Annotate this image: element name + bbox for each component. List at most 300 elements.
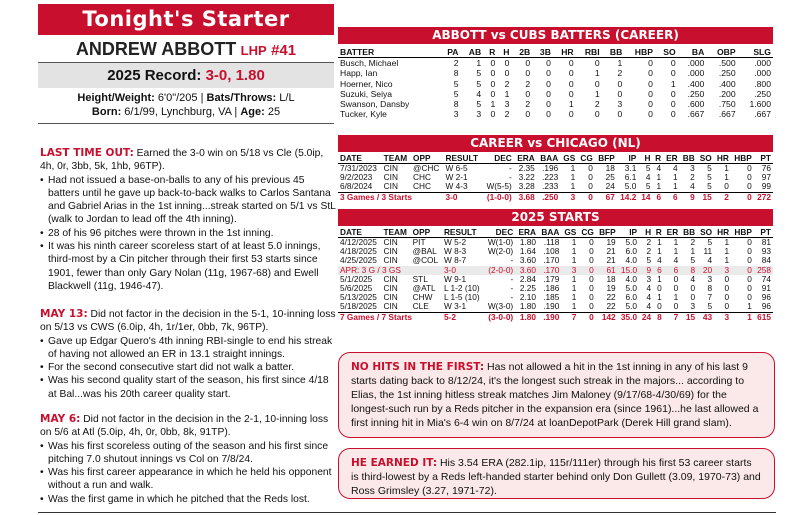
table-cell: 9/2/2023 [340,172,373,183]
note-box-earned-it [338,448,775,499]
column-header: H [639,227,653,238]
table-cell: W 3-1 [443,301,467,312]
table-cell: 3.68 [514,192,537,202]
table-cell: .250 [718,68,736,79]
table-cell: .250 [687,88,705,99]
table-cell: 4 [646,283,652,294]
table-cell: 142 [596,312,618,322]
table-cell: 5 [690,255,696,266]
table-cell: 0 [747,273,752,284]
table-cell: 81 [761,237,771,247]
table-cell: 0 [578,266,595,275]
column-header: DATE [338,227,381,238]
table-cell: 1 [476,58,482,68]
table-cell: 4/25/2025 [340,255,377,266]
column-header: H [638,153,652,164]
table-cell: .108 [543,246,560,257]
table-cell: 0 [546,99,551,110]
box-head: NO HITS IN THE FIRST: [351,361,485,373]
table-cell: 0 [690,283,696,294]
table-cell: 5 [453,78,459,89]
table-cell: 11 [703,246,713,257]
list-item: • Gave up Edgar Quero's 4th inning RBI-single to end his streak of having not allowed an ER in 13.1 straight innings. [40,335,336,362]
table-cell: 0 [747,292,752,303]
table-cell: 0 [568,109,574,120]
table-cell: .667 [687,109,705,120]
table-cell: W 6-5 [445,163,468,173]
note-text: Earned the 3-0 win on 5/18 vs Cle (5.0ip, 4h, 0r, 3bb, 5k, 1hb, 96TP). [40,148,324,173]
column-header: BAA [538,227,561,238]
table-cell: 4 [673,163,678,173]
column-header: ERA [515,227,538,238]
table-cell: .800 [754,78,771,89]
table-cell: 0 [648,109,653,120]
column-header: ER [663,153,680,164]
table-cell: 3.60 [519,255,537,266]
table-cell: 3 [646,273,652,284]
table-cell: 0 [525,88,531,99]
table-cell: 0 [670,58,676,68]
table-cell: CIN [383,163,398,173]
table-cell: .000 [754,58,771,68]
column-header: HBP [731,153,754,164]
note-text: Did not factor in the decision in the 5-1, 10-inning loss on 5/13 vs CWS (6.0ip, 4h, 1r/1er, 0bb, 7k, 96TP). [40,309,336,334]
table-cell: 1 [724,255,730,266]
column-header: IP [617,153,639,164]
table-cell: 0 [578,312,595,322]
column-header: RESULT [442,227,484,238]
table-cell: - [510,273,514,284]
table-cell: 8 [707,283,713,294]
table-cell: 258 [754,266,773,275]
table-cell: 24 [605,181,615,192]
column-header: HR [714,227,731,238]
table-cell: 3 [714,312,731,322]
column-header: OBP [706,47,737,58]
table-cell: Suzuki, Seiya [340,88,393,99]
table-cell: 5.0 [625,301,638,312]
table-cell: 0 [490,109,496,120]
player-name: ANDREW ABBOTT [75,39,237,59]
table-cell: 0 [648,58,653,68]
column-header: HBP [624,47,655,58]
table-row [338,89,773,99]
table-cell: W 5-2 [443,237,467,247]
table-cell: 1 [747,301,752,312]
table-cell: Tucker, Kyle [340,109,387,120]
box-head: HE EARNED IT: [351,457,438,469]
table-cell: 1 [571,237,577,247]
table-cell: 0 [617,109,623,120]
column-header: DEC [484,227,515,238]
table-cell: .250 [537,192,560,202]
table-cell: APR: 3 G / 3 GS [338,266,442,275]
batters-table-title: ABBOTT vs CUBS BATTERS (CAREER) [338,27,773,44]
column-header: 3B [532,47,553,58]
table-cell: 3 [714,266,731,275]
table-cell: - [510,292,514,303]
table-cell: 3 [707,273,713,284]
table-cell: 14.2 [617,192,639,202]
table-cell: .190 [538,312,561,322]
table-cell: 0 [657,301,662,312]
table-cell: 1 [656,172,662,183]
table-cell: 0 [747,246,752,257]
table-cell: 15.0 [618,266,639,275]
column-header: DATE [338,153,382,164]
table-cell: .223 [542,172,559,183]
table-cell: 3.60 [515,266,538,275]
column-header: H [497,47,511,58]
column-header: BB [680,227,697,238]
table-cell: 1 [570,163,576,173]
table-cell: 5 [476,99,482,110]
table-cell: 1 [570,181,576,192]
table-cell: 5 [453,88,459,99]
table-cell: W 8-3 [443,246,467,257]
column-header: HR [553,47,576,58]
table-cell: 8 [453,99,459,110]
column-header: OPP [411,153,443,164]
table-cell: .190 [543,301,560,312]
table-cell: CIN [383,283,398,294]
column-header: RBI [576,47,602,58]
table-cell: 2 [690,172,695,183]
table-cell: 5-2 [442,312,484,322]
table-cell: .000 [687,58,705,68]
table-cell: W(1-0) [487,237,514,247]
column-header: IP [618,227,639,238]
column-header: CG [577,153,595,164]
table-cell: 4 [646,301,652,312]
season-record [38,63,334,88]
column-header: BA [678,47,707,58]
table-cell: 1 [731,312,754,322]
age-value: 25 [267,106,281,118]
table-cell: 0 [490,58,496,68]
starter-card [38,4,334,124]
table-cell: 84 [761,255,771,266]
table-cell: CIN [383,246,398,257]
table-cell: 2 [690,237,696,247]
table-cell: 6.0 [625,292,638,303]
table-cell: L 1-5 (10) [443,292,480,303]
table-cell: 22 [606,301,616,312]
table-cell: Happ, Ian [340,68,378,79]
table-cell: 0 [546,58,551,68]
table-cell: 93 [761,246,771,257]
list-item: • Was his first scoreless outing of the season and his first since pitching 7.0 shutout innings vs Col on 7/8/24. [40,440,336,467]
table-cell: .186 [543,283,560,294]
table-cell: PIT [412,237,426,247]
table-cell: 6.0 [625,246,638,257]
table-cell: W(2-0) [487,246,514,257]
table-cell: .250 [754,88,771,99]
chicago-table [338,153,773,202]
table-cell: 20 [697,266,714,275]
table-cell: 0 [724,181,729,192]
hw-label: Height/Weight: [77,92,155,104]
column-header: BB [680,153,697,164]
table-cell: 21 [606,255,616,266]
table-cell: 0 [589,301,594,312]
column-header: RESULT [443,153,482,164]
table-cell: 1 [724,246,730,257]
table-cell: 4 [645,172,651,183]
table-cell: 5 [707,181,712,192]
table-cell: 0 [617,78,623,89]
table-cell: 0 [731,192,754,202]
table-cell: .500 [718,58,736,68]
list-item: • Was his second quality start of the season, his first since 4/18 at Bal...was his 20th career quality start. [40,374,336,401]
table-cell: 1 [670,78,676,89]
table-cell: W 9-1 [443,273,467,284]
table-cell: 1 [673,246,679,257]
table-cell: 1 [690,246,696,257]
table-cell: 0 [657,283,662,294]
bt-label: Bats/Throws: [206,92,277,104]
table-cell: 5 [646,255,652,266]
table-cell: W(3-0) [487,301,514,312]
table-cell: 0 [747,237,752,247]
note-head: MAY 6: [40,413,81,425]
table-cell: 0 [648,88,653,99]
list-item: • For the second consecutive start did not walk a batter. [40,361,336,374]
table-cell: Busch, Michael [340,58,399,68]
column-header: R [653,227,664,238]
table-cell: 1.80 [519,301,537,312]
note-last-time-out [40,147,336,293]
table-cell: 0 [648,68,653,79]
table-cell: 3 [476,109,482,120]
column-header: ER [664,227,680,238]
table-cell: 0 [648,99,653,110]
table-cell: CIN [383,292,398,303]
table-cell: 7 [561,312,578,322]
column-header: SLG [738,47,773,58]
table-cell: 2 [525,99,531,110]
table-cell: @CHC [413,163,440,173]
table-cell: 25 [605,172,615,183]
table-cell: .600 [687,99,705,110]
table-cell: 15 [697,192,714,202]
table-cell: 1.64 [519,246,537,257]
table-cell: 7/31/2023 [340,163,377,173]
list-item: • Had not issued a base-on-balls to any of his previous 45 batters until he gave up back-to-back walks to Carlos Santana and Gabriel Arias in the 1st inning...streak started on 5/1 vs StL (walk to Jordan to lead off the 4th inning). [40,174,336,227]
table-cell: 0 [670,88,676,99]
table-cell: 0 [747,181,752,192]
table-cell: 0 [589,246,594,257]
table-cell: 5.0 [625,283,638,294]
table-cell: 15 [680,312,697,322]
table-cell: 4 [656,163,662,173]
table-cell: 0 [504,58,510,68]
column-header: GS [561,227,578,238]
table-cell: 6 [663,192,680,202]
table-cell: 5/6/2025 [340,283,373,294]
table-cell: @COL [412,255,439,266]
table-cell: .179 [543,273,560,284]
column-header: PA [439,47,460,58]
born-value: 6/1/99, Lynchburg, VA [124,106,232,118]
column-header: BATTER [338,47,439,58]
table-cell: .750 [718,99,736,110]
column-header: CG [578,227,595,238]
table-cell: W 4-3 [445,181,468,192]
table-cell: CIN [383,237,398,247]
table-cell: 0 [588,181,593,192]
note-bullets [40,440,336,506]
table-cell: 1 [657,237,662,247]
table-cell: 0 [747,163,752,173]
table-header-row [338,153,773,164]
table-cell: 5.0 [624,181,637,192]
table-cell: 6.1 [624,172,637,183]
table-cell: 5 [476,78,482,89]
record-value: 3-0, 1.80 [205,67,265,84]
list-item: • 28 of his 96 pitches were thrown in the 1st inning. [40,227,336,240]
table-cell: 6 [653,266,664,275]
table-cell: 4/18/2025 [340,246,377,257]
table-cell: @BAL [412,246,437,257]
column-header: SO [697,153,714,164]
table-cell: 0 [673,301,679,312]
table-cell: 0 [568,88,574,99]
starts-table [338,227,773,322]
table-cell: 0 [724,301,730,312]
column-header: PT [754,227,773,238]
list-item: • Was the first game in which he pitched that the Reds lost. [40,493,336,506]
table-cell: W(5-5) [486,181,512,192]
table-cell: 4/12/2025 [340,237,377,247]
table-cell: 7 [707,292,713,303]
table-cell: 1 [571,255,577,266]
table-cell: 3.22 [518,172,535,183]
table-cell: 3 [453,109,459,120]
table-cell: CIN [383,172,398,183]
table-cell: 1 [504,88,510,99]
table-cell: 2.10 [519,292,537,303]
table-cell: - [509,163,512,173]
table-cell: 0 [673,283,679,294]
table-cell: 2 [646,246,652,257]
table-cell: (2-0-0) [484,266,515,275]
table-cell: 61 [596,266,618,275]
starter-banner: Tonight's Starter [38,4,334,35]
box-text: His 3.54 ERA (282.1ip, 115r/111er) through his first 53 career starts is third-lowest by a Reds left-handed starter behind only Don Gullett (3.09, 1970-73) and Ross Grimsley (3.27, 1971-72). [351,457,761,497]
note-bullets [40,335,336,401]
table-cell: 5/18/2025 [340,301,377,312]
table-cell: 3 [690,301,696,312]
table-cell: 0 [589,292,594,303]
column-header: TEAM [381,227,410,238]
table-cell: 22 [606,292,616,303]
column-header: HR [714,153,731,164]
table-cell: 3.1 [624,163,637,173]
table-row [338,109,773,119]
hw-value: 6'0"/205 [157,92,198,104]
table-cell: 0 [546,88,551,99]
table-cell: .400 [687,78,705,89]
table-cell: 91 [761,283,771,294]
table-cell: 1.600 [749,99,771,110]
table-cell: 2 [594,99,600,110]
table-cell: 19 [606,237,616,247]
table-cell: 96 [761,301,771,312]
table-cell: 0 [594,109,600,120]
table-cell: 0 [648,78,653,89]
table-cell: - [510,255,514,266]
table-cell: 0 [670,109,676,120]
column-header: TEAM [382,153,411,164]
column-header: BFP [596,227,618,238]
table-cell: .667 [718,109,736,120]
table-cell: 4 [690,181,695,192]
table-cell: 0 [731,266,754,275]
bt-value: L/L [279,92,295,104]
table-cell: 1 [571,273,577,284]
player-position: LHP [240,43,267,58]
table-cell: 3 [617,99,623,110]
table-header-row [338,47,773,58]
table-cell: 18 [605,163,615,173]
total-row [338,312,773,322]
born-label: Born: [91,106,122,118]
table-cell: 1 [673,181,678,192]
column-header: R [483,47,497,58]
table-cell: 21 [606,246,616,257]
table-cell: 5 [645,163,651,173]
table-cell: 5 [707,301,713,312]
table-cell: 19 [606,283,616,294]
column-header: OPP [411,227,442,238]
table-cell: 5.0 [625,237,638,247]
table-cell: 7 [664,312,680,322]
column-header: ERA [514,153,537,164]
column-header: BFP [595,153,617,164]
table-cell: .400 [718,78,736,89]
player-bio: Height/Weight: 6'0"/205 | Bats/Throws: L/L Born: 6/1/99, Lynchburg, VA | Age: 25 [38,88,334,124]
note-head: LAST TIME OUT: [40,147,134,159]
table-cell: 0 [589,237,594,247]
table-cell: 1 [657,273,662,284]
table-cell: 0 [617,88,623,99]
table-cell: 3 Games / 3 Starts [338,192,443,202]
column-header: BAA [537,153,560,164]
table-cell: 1 [657,292,662,303]
table-cell: 5 [707,237,713,247]
table-cell: 8 [653,312,664,322]
table-cell: .667 [754,109,771,120]
table-cell: 6 [652,192,663,202]
table-cell: 5 [707,172,712,183]
table-cell: 0 [525,68,531,79]
table-cell: 3.28 [518,181,535,192]
table-cell: 1 [594,68,600,79]
table-cell: 0 [490,88,496,99]
note-head: MAY 13: [40,308,88,320]
age-label: Age: [240,106,265,118]
table-cell: 1 [568,99,574,110]
table-cell: 0 [594,78,600,89]
table-cell: .185 [543,292,560,303]
note-box-no-hits [338,352,775,438]
table-cell: 3-0 [443,192,482,202]
table-row [338,182,773,192]
table-cell: 1 [570,172,576,183]
table-cell: 0 [673,273,679,284]
table-cell: 43 [697,312,714,322]
